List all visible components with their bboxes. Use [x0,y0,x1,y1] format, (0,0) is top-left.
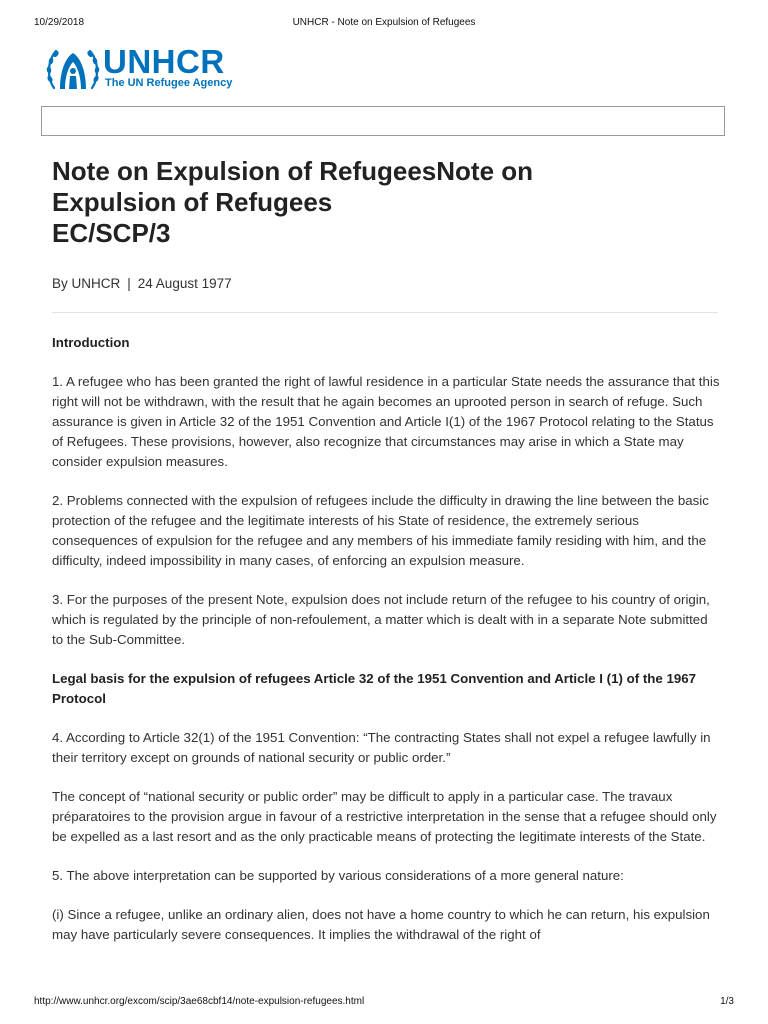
paragraph: (i) Since a refugee, unlike an ordinary alien, does not have a home country to which he can return, his expulsion may have particularly severe consequences. It implies the withdrawal of the right of [52,907,710,942]
page-title-line: EC/SCP/3 [52,218,171,248]
section-heading: Legal basis for the expulsion of refugees Article 32 of the 1951 Convention and Article I (1) of the 1967 Protocol [52,671,697,706]
byline [52,276,232,291]
print-header [34,17,734,31]
section-heading: Introduction [52,335,130,350]
logo-tagline: The UN Refugee Agency [105,77,233,89]
page-number: 1/3 [720,996,734,1007]
byline-date: 24 August 1977 [137,276,232,291]
search-input[interactable] [41,106,725,136]
paragraph: 4. According to Article 32(1) of the 1951 Convention: “The contracting States shall not expel a refugee lawfully in their territory except on grounds of national security or public order.” [52,730,711,765]
page-title-line: Note on Expulsion of RefugeesNote on [52,156,534,186]
paragraph: 2. Problems connected with the expulsion of refugees include the difficulty in drawing the line between the basic protection of the refugee and the legitimate interests of his State of residence, the extremely serious consequences of expulsion for the refugee and any members of his immediate family residing with him, and the difficulty, indeed impossibility in many cases, of enforcing an expulsion measure. [52,493,709,568]
byline-separator: | [127,276,131,291]
print-date: 10/29/2018 [34,17,85,28]
page-title [52,156,692,249]
paragraph: 5. The above interpretation can be supported by various considerations of a more general nature: [52,868,624,883]
print-page-title: UNHCR - Note on Expulsion of Refugees [292,17,476,28]
unhcr-emblem-icon [45,46,101,92]
divider [52,312,718,313]
logo-wordmark: UNHCR [103,43,225,80]
paragraph: 1. A refugee who has been granted the right of lawful residence in a particular State needs the assurance that this right will not be withdrawn, with the result that he again becomes an uprooted person in search of refuge. Such assurance is given in Article 32 of the 1951 Convention and Article I(1) of the 1967 Protocol relating to the Status of Refugees. These provisions, however, also recognize that circumstances may arise in which a State may consider expulsion measures. [52,374,720,469]
article-body [52,333,720,964]
print-footer [34,996,734,1010]
byline-author: By UNHCR [52,276,121,291]
page-title-line: Expulsion of Refugees [52,187,333,217]
unhcr-logo[interactable] [45,44,245,94]
print-url: http://www.unhcr.org/excom/scip/3ae68cbf14/note-expulsion-refugees.html [34,996,365,1007]
paragraph: 3. For the purposes of the present Note, expulsion does not include return of the refugee to his country of origin, which is regulated by the principle of non-refoulement, a matter which is dealt with in a separate Note submitted to the Sub-Committee. [52,592,710,647]
paragraph: The concept of “national security or public order” may be difficult to apply in a particular case. The travaux préparatoires to the provision argue in favour of a restrictive interpretation in the sense that a refugee should only be expelled as a last resort and as the only practicable means of protecting the legitimate interests of the State. [52,789,717,844]
